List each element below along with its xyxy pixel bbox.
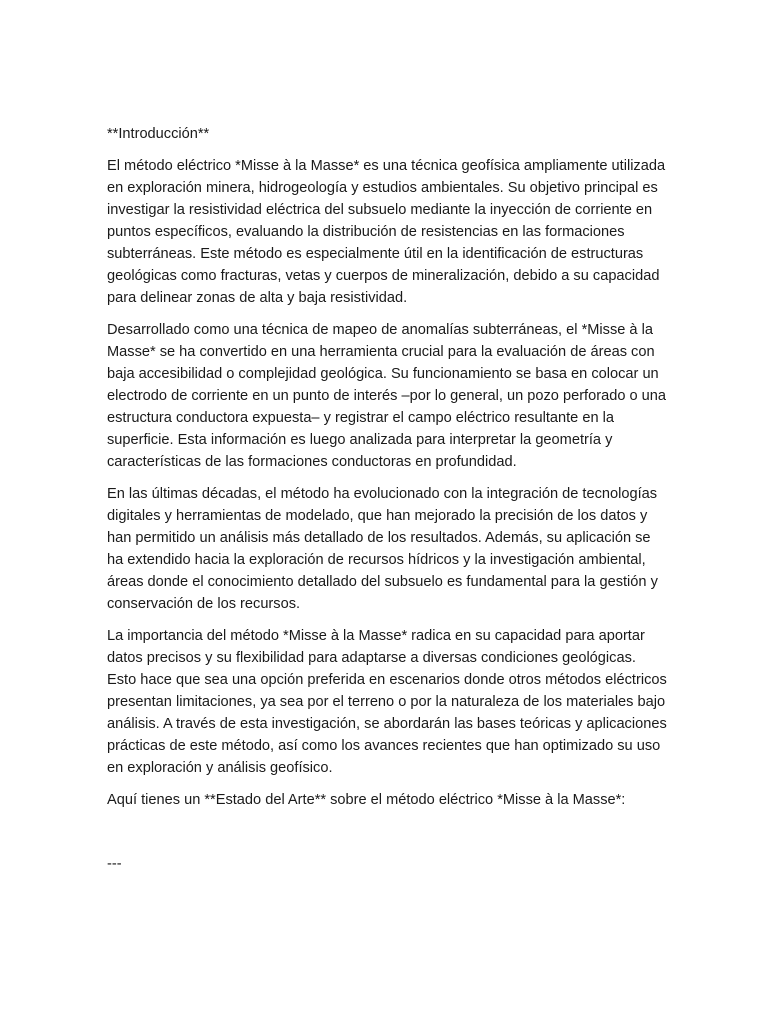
paragraph-1: El método eléctrico *Misse à la Masse* es una técnica geofísica ampliamente utilizada en exploración minera, hidrogeología y estudios ambientales. Su objetivo principal es investigar la resistividad eléctrica del subsuelo mediante la inyección de corriente en puntos específicos, evaluando la distribución de resistencias en las formaciones subterráneas. Este método es especialmente útil en la identificación de estructuras geológicas como fracturas, vetas y cuerpos de mineralización, debido a su capacidad para delinear zonas de alta y baja resistividad. bbox=[107, 158, 666, 306]
closing-line: Aquí tienes un **Estado del Arte** sobre el método eléctrico *Misse à la Masse*: bbox=[107, 792, 626, 808]
section-heading: **Introducción** bbox=[107, 126, 210, 142]
paragraph-3: En las últimas décadas, el método ha evolucionado con la integración de tecnologías digitales y herramientas de modelado, que han mejorado la precisión de los datos y han permitido un análisis más detallado de los resultados. Además, su aplicación se ha extendido hacia la exploración de recursos hídricos y la investigación ambiental, áreas donde el conocimiento detallado del subsuelo es fundamental para la gestión y conservación de los recursos. bbox=[107, 486, 658, 612]
paragraph-4: La importancia del método *Misse à la Masse* radica en su capacidad para aportar datos precisos y su flexibilidad para adaptarse a diversas condiciones geológicas. Esto hace que sea una opción preferida en escenarios donde otros métodos eléctricos presentan limitaciones, ya sea por el terreno o por la naturaleza de los materiales bajo análisis. A través de esta investigación, se abordarán las bases teóricas y aplicaciones prácticas de este método, así como los avances recientes que han optimizado su uso en exploración y análisis geofísico. bbox=[107, 628, 667, 776]
paragraph-2: Desarrollado como una técnica de mapeo de anomalías subterráneas, el *Misse à la Masse* se ha convertido en una herramienta crucial para la evaluación de áreas con baja accesibilidad o complejidad geológica. Su funcionamiento se basa en colocar un electrodo de corriente en un punto de interés –por lo general, un pozo perforado o una estructura conductora expuesta– y registrar el campo eléctrico resultante en la superficie. Esta información es luego analizada para interpretar la geometría y características de las formaciones conductoras en profundidad. bbox=[107, 322, 667, 470]
document-body bbox=[107, 123, 667, 811]
horizontal-separator: --- bbox=[107, 856, 122, 872]
